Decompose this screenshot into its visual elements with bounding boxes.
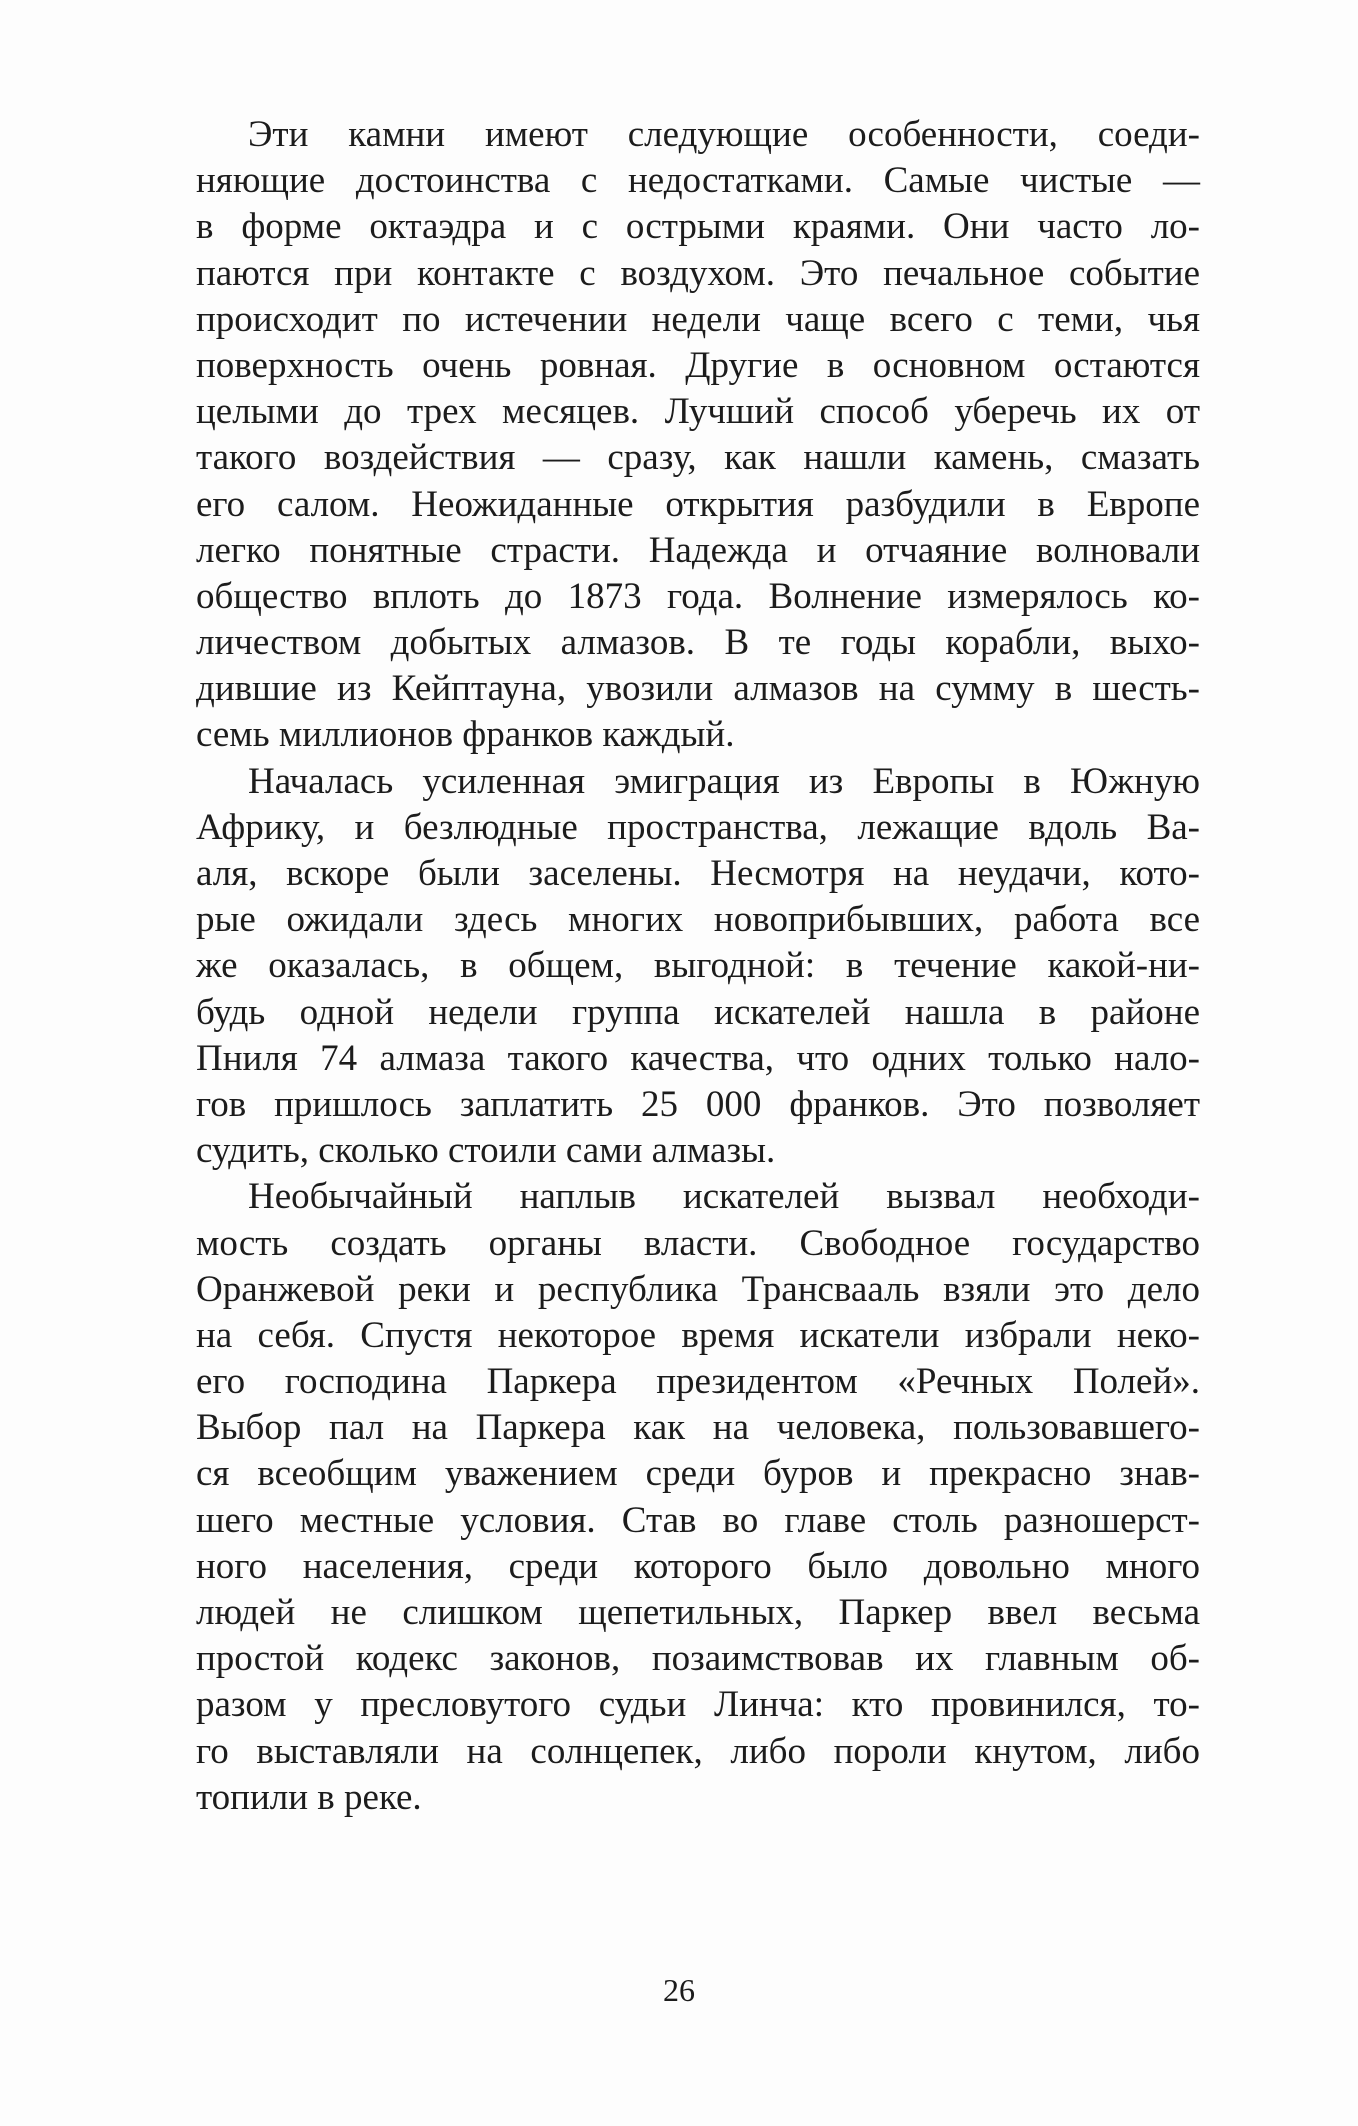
text-line: происходит по истечении недели чаще всего с теми, чья (196, 298, 1200, 340)
text-line: легко понятные страсти. Надежда и отчаяние волновали (196, 529, 1200, 571)
text-line: Пниля 74 алмаза такого качества, что одних только нало- (196, 1037, 1200, 1079)
text-line: паются при контакте с воздухом. Это печальное событие (196, 252, 1200, 294)
text-line: его салом. Неожиданные открытия разбудили в Европе (196, 483, 1200, 525)
text-line: семь миллионов франков каждый. (196, 714, 735, 756)
paragraph-1 (196, 112, 1200, 759)
text-line: топили в реке. (196, 1776, 422, 1818)
text-line: Эти камни имеют следующие особенности, соеди- (248, 114, 1200, 155)
text-line: го выставляли на солнцепек, либо пороли кнутом, либо (196, 1730, 1200, 1772)
text-line: шего местные условия. Став во главе столь разношерст- (196, 1499, 1200, 1541)
text-line: личеством добытых алмазов. В те годы корабли, выхо- (196, 622, 1200, 664)
paragraph-2 (196, 759, 1200, 1175)
text-line: Африку, и безлюдные пространства, лежащие вдоль Ва- (196, 806, 1200, 848)
text-line: будь одной недели группа искателей нашла в районе (196, 991, 1200, 1033)
text-line: мость создать органы власти. Свободное государство (196, 1222, 1200, 1264)
text-line: дившие из Кейптауна, увозили алмазов на сумму в шесть- (196, 668, 1200, 710)
text-line: такого воздействия — сразу, как нашли камень, смазать (196, 437, 1200, 479)
text-line: Выбор пал на Паркера как на человека, пользовавшего- (196, 1407, 1200, 1449)
text-line: рые ожидали здесь многих новоприбывших, работа все (196, 899, 1200, 941)
paragraph-3 (196, 1174, 1200, 1821)
text-line: простой кодекс законов, позаимствовав их главным об- (196, 1638, 1200, 1680)
text-line: Началась усиленная эмиграция из Европы в Южную (248, 760, 1200, 802)
text-line: в форме октаэдра и с острыми краями. Они часто ло- (196, 206, 1200, 248)
text-line: поверхность очень ровная. Другие в основном остаются (196, 344, 1200, 386)
page-number: 26 (663, 1972, 695, 2008)
text-line: целыми до трех месяцев. Лучший способ уберечь их от (196, 391, 1200, 433)
text-line: ного населения, среди которого было довольно много (196, 1545, 1200, 1587)
text-line: на себя. Спустя некоторое время искатели избрали неко- (196, 1314, 1200, 1356)
text-line: общество вплоть до 1873 года. Волнение измерялось ко- (196, 575, 1200, 617)
text-line: Оранжевой реки и республика Трансвааль взяли это дело (196, 1268, 1200, 1310)
body-text (196, 112, 1200, 1821)
text-line: Необычайный наплыв искателей вызвал необходи- (248, 1176, 1200, 1218)
text-line: няющие достоинства с недостатками. Самые чистые — (196, 160, 1200, 202)
text-line: аля, вскоре были заселены. Несмотря на неудачи, кото- (196, 853, 1200, 894)
text-line: судить, сколько стоили сами алмазы. (196, 1130, 776, 1172)
text-line: ся всеобщим уважением среди буров и прекрасно знав- (196, 1453, 1200, 1495)
text-line: гов пришлось заплатить 25 000 франков. Это позволяет (196, 1083, 1200, 1125)
text-line: людей не слишком щепетильных, Паркер ввел весьма (196, 1592, 1200, 1633)
text-line: же оказалась, в общем, выгодной: в течение какой-ни- (196, 945, 1200, 987)
text-line: разом у пресловутого судьи Линча: кто провинился, то- (196, 1684, 1200, 1726)
text-line: его господина Паркера президентом «Речных Полей». (196, 1361, 1200, 1403)
